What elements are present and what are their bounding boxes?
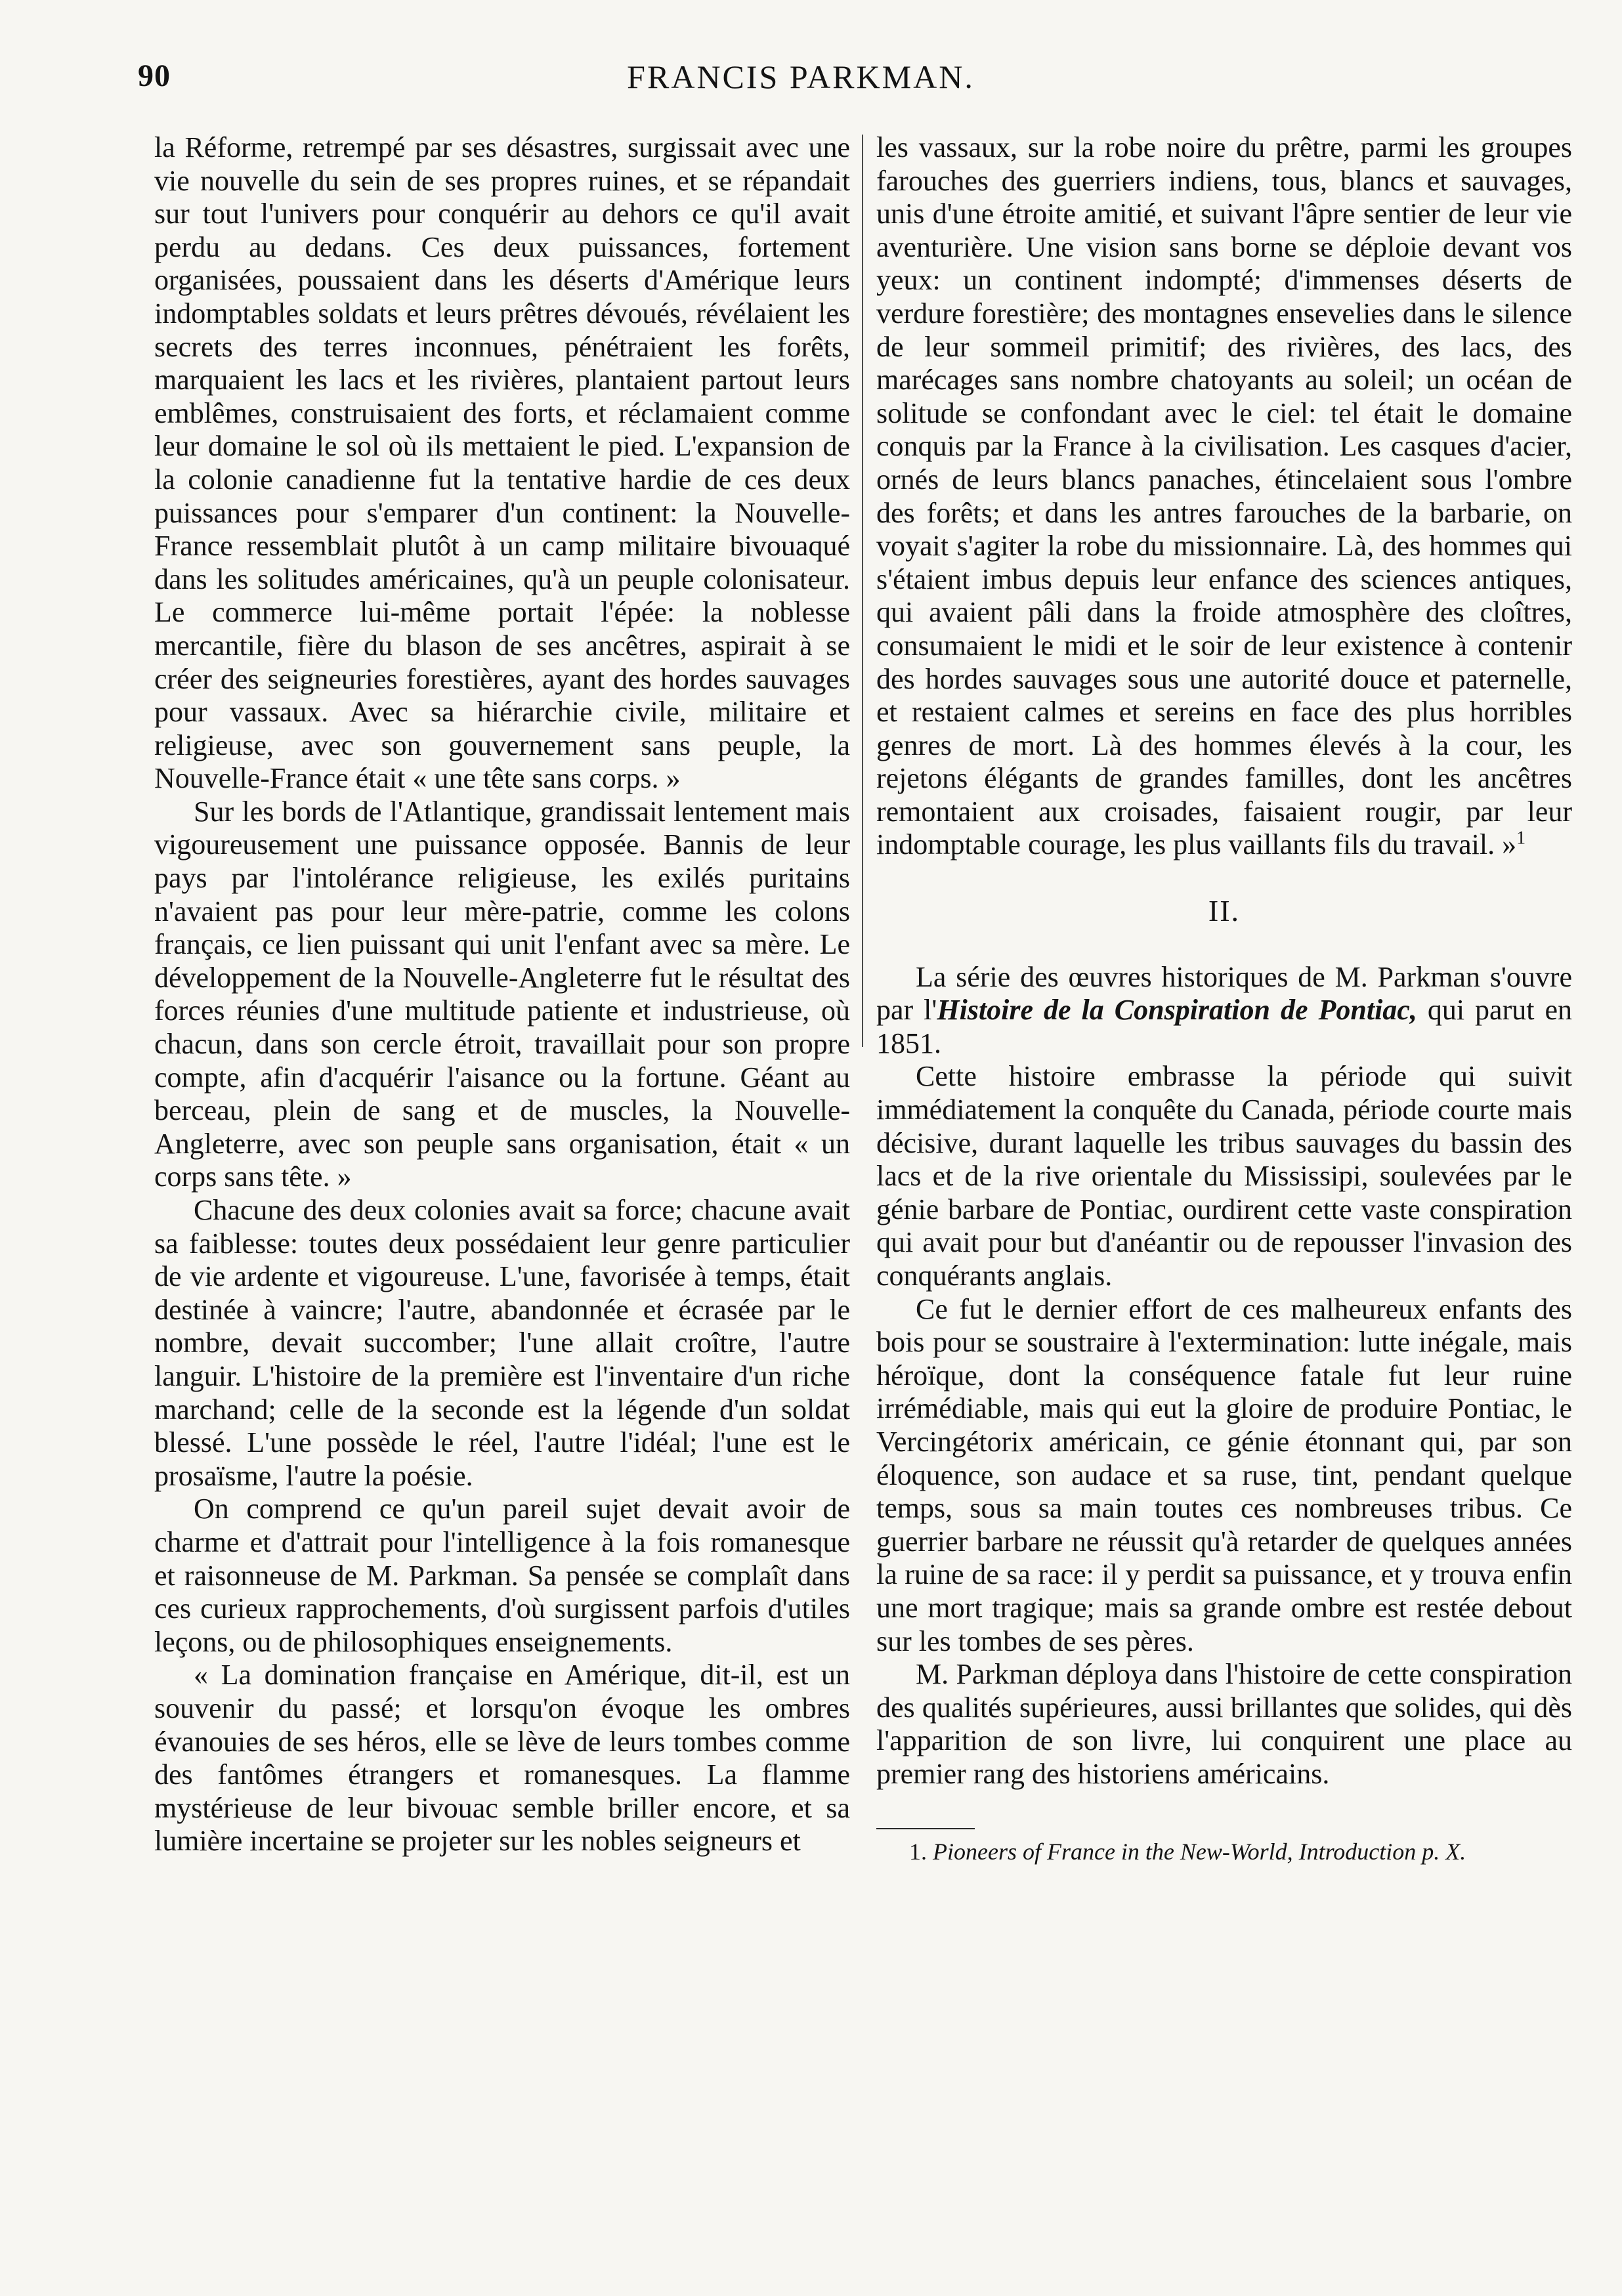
paragraph-lead: La série des œuvres historiques de M. Parkman s'ouvre par l' — [876, 960, 1572, 1027]
right-paragraph-2 — [876, 961, 1572, 1061]
left-paragraph-4: On comprend ce qu'un pareil sujet devait avoir de charme et d'attrait pour l'intelligence à la fois romanesque et raisonneuse de M. Parkman. Sa pensée se complaît dans ces curieux rapprochements, d'où surgissent parfois d'utiles leçons, ou de philosophiques enseignements. — [154, 1493, 850, 1658]
footnote-divider — [876, 1828, 975, 1829]
left-paragraph-5: « La domination française en Amérique, dit-il, est un souvenir du passé; et lorsqu'on évoque les ombres évanouies de ses héros, elle se lève de leurs tombes comme des fantômes étrangers et romanesques. La flamme mystérieuse de leur bivouac semble briller encore, et sa lumière incertaine se projeter sur les nobles seigneurs et — [154, 1659, 850, 1858]
left-paragraph-3: Chacune des deux colonies avait sa force; chacune avait sa faiblesse: toutes deux possédaient leur genre particulier de vie ardente et vigoureuse. L'une, favorisée à temps, était destinée à vaincre; l'autre, abandonnée et écrasée par le nombre, devait succomber; l'une allait croître, l'autre languir. L'histoire de la première est l'inventaire d'un riche marchand; celle de la seconde est la légende d'un soldat blessé. L'une possède le réel, l'autre l'idéal; l'une est le prosaïsme, l'autre la poésie. — [154, 1194, 850, 1492]
right-paragraph-4: Ce fut le dernier effort de ces malheureux enfants des bois pour se soustraire à l'extermination: lutte inégale, mais héroïque, dont la conséquence fatale fut leur ruine irrémédiable, mais qui eut la gloire de produire Pontiac, le Vercingétorix américain, ce génie étonnant qui, par son éloquence, son audace et sa ruse, tint, pendant quelque temps, sous sa main toutes ces nombreuses tribus. Ce guerrier barbare ne réussit qu'à retarder de quelques années la ruine de sa race: il y perdit sa puissance, et y trouva enfin une mort tragique; mais sa grande ombre est restée debout sur les tombes de ses pères. — [876, 1292, 1572, 1657]
page-number: 90 — [138, 58, 171, 93]
footnote-number: 1. — [909, 1838, 927, 1865]
column-divider — [862, 135, 863, 1047]
right-paragraph-3: Cette histoire embrasse la période qui suivit immédiatement la conquête du Canada, période courte mais décisive, durant laquelle les tribus sauvages du bassin des lacs et de la rive orientale du Mississipi, soulevées par le génie barbare de Pontiac, ourdirent cette vaste conspiration qui avait pour but d'anéantir ou de repousser l'invasion des conquérants anglais. — [876, 1060, 1572, 1292]
page-header — [138, 58, 1464, 104]
right-paragraph-5: M. Parkman déploya dans l'histoire de cette conspiration des qualités supérieures, aussi brillantes que solides, qui dès l'apparition de son livre, lui conquirent une place au premier rang des historiens américains. — [876, 1658, 1572, 1790]
left-paragraph-2: Sur les bords de l'Atlantique, grandissait lentement mais vigoureusement une puissance opposée. Bannis de leur pays par l'intolérance religieuse, les exilés puritains n'avaient pas pour leur mère-patrie, comme les colons français, ce lien puissant qui unit l'enfant avec sa mère. Le développement de la Nouvelle-Angleterre fut le résultat des forces réunies d'une multitude patiente et industrieuse, où chacun, dans son cercle étroit, travaillait pour son propre compte, afin d'acquérir l'aisance ou la fortune. Géant au berceau, plein de sang et de muscles, la Nouvelle-Angleterre, avec son peuple sans organisation, était « un corps sans tête. » — [154, 795, 850, 1193]
left-paragraph-1: la Réforme, retrempé par ses désastres, surgissait avec une vie nouvelle du sein de ses propres ruines, et se répandait sur tout l'univers pour conquérir au dehors ce qu'il avait perdu au dedans. Ces deux puissances, fortement organisées, poussaient dans les déserts d'Amérique leurs indomptables soldats et leurs prêtres dévoués, révélaient les secrets des terres inconnues, pénétraient les forêts, marquaient les lacs et les rivières, plantaient partout leurs emblêmes, construisaient des forts, et réclamaient comme leur domaine le sol où ils mettaient le pied. L'expansion de la colonie canadienne fut la tentative hardie de ces deux puissances pour s'emparer d'un continent: la Nouvelle-France ressemblait plutôt à un camp militaire bivouaqué dans les solitudes américaines, qu'à un peuple colonisateur. Le commerce lui-même portait l'épée: la noblesse mercantile, fière du blason de ses ancêtres, aspirait à se créer des seigneuries forestières, ayant des hordes sauvages pour vassaux. Avec sa hiérarchie civile, militaire et religieuse, avec son gouvernement sans peuple, la Nouvelle-France était « une tête sans corps. » — [154, 131, 850, 795]
quote-text: les vassaux, sur la robe noire du prêtre, parmi les groupes farouches des guerriers indiens, tous, blancs et sauvages, unis d'une étroite amitié, et suivant l'âpre sentier de leur vie aventurière. Une vision sans borne se déploie devant vos yeux: un continent indompté; d'immenses déserts de verdure forestière; des montagnes ensevelies dans le silence de leur sommeil primitif; des rivières, des lacs, des marécages sans nombre chatoyants au soleil; un océan de solitude se confondant avec le ciel: tel était le domaine conquis par la France à la civilisation. Les casques d'acier, ornés de leurs blancs panaches, étincelaient sous l'ombre des forêts; et dans les antres farouches de la barbarie, on voyait s'agiter la robe du missionnaire. Là, des hommes qui s'étaient imbus depuis leur enfance des sciences antiques, qui avaient pâli dans la froide atmosphère des cloîtres, consumaient le midi et le soir de leur existence à contenir des hordes sauvages sous une autorité douce et paternelle, et restaient calmes et sereins en face des plus horribles genres de mort. Là des hommes élevés à la cour, les rejetons élégants de grandes familles, dont les ancêtres remontaient aux croisades, faisaient rougir, par leur indomptable courage, les plus vaillants fils du travail. » — [876, 131, 1572, 861]
section-number: II. — [1208, 894, 1241, 928]
footnote-citation: Pioneers of France in the New-World, Introduction p. X. — [933, 1838, 1466, 1865]
running-title: FRANCIS PARKMAN. — [627, 58, 975, 95]
footnote-reference: 1 — [1516, 828, 1526, 849]
book-title: Histoire de la Conspiration de Pontiac, — [937, 994, 1417, 1027]
right-paragraph-1 — [876, 131, 1572, 862]
footnote — [876, 1837, 1572, 1866]
left-column — [154, 131, 850, 1858]
paragraph-tail: qui parut en 1851. — [876, 994, 1572, 1059]
right-column — [876, 131, 1572, 1866]
